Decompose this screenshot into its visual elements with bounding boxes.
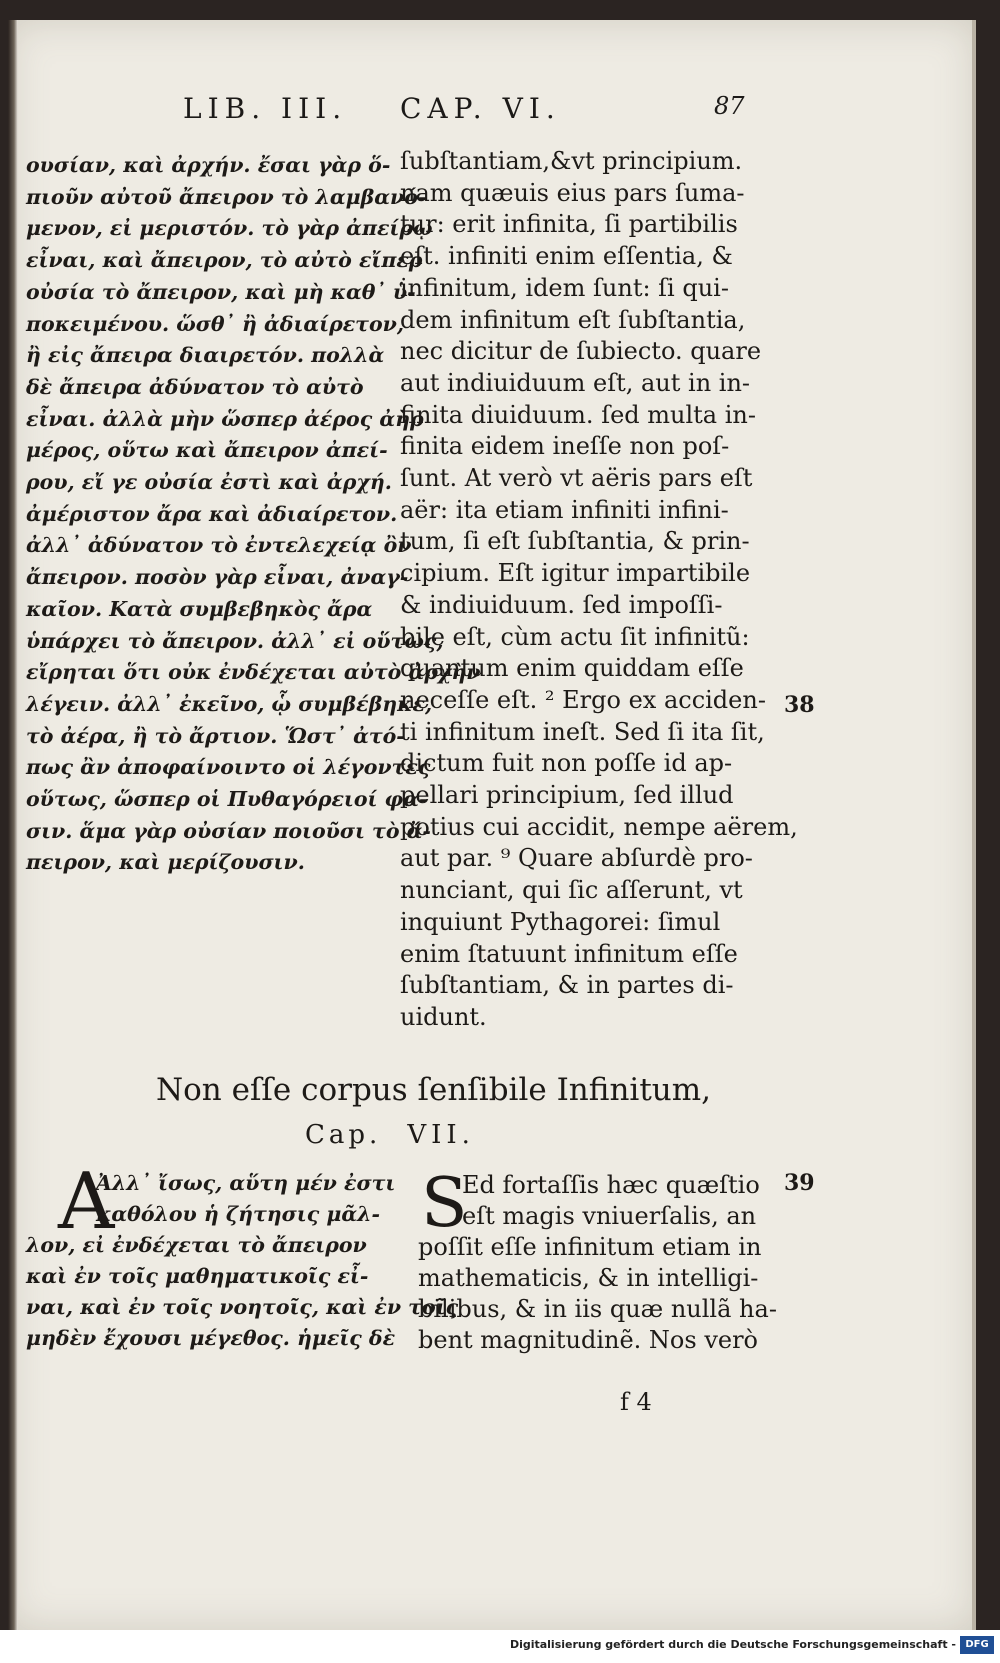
text-line: ὑπάρχει τὸ ἄπειρον. ἀλλ᾽ εἰ οὕτως, bbox=[26, 628, 444, 653]
text-line: eſt. infiniti enim eſſentia, & bbox=[400, 242, 733, 271]
text-line: ἀλλ᾽ ἀδύνατον τὸ ἐντελεχείᾳ ὂν bbox=[26, 533, 412, 558]
text-line: λέγειν. ἀλλ᾽ ἐκεῖνο, ᾧ συμβέβηκε, bbox=[26, 691, 433, 716]
text-line: ἢ εἰς ἄπειρα διαιρετόν. πολλὰ bbox=[26, 343, 385, 368]
text-line: finita eidem ineſſe non poſ- bbox=[400, 432, 730, 461]
header-book-label: LIB. III. bbox=[183, 92, 348, 125]
text-line: τὸ ἀέρα, ἢ τὸ ἄρτιον. Ὥστ᾽ ἀτό- bbox=[26, 723, 405, 748]
running-header bbox=[8, 92, 976, 132]
margin-note-number: 38 bbox=[784, 692, 815, 718]
text-line: enim ſtatuunt infinitum eſſe bbox=[400, 939, 738, 968]
latin-drop-cap: S bbox=[421, 1164, 468, 1243]
text-line: neceſſe eſt. ² Ergo ex acciden- bbox=[400, 685, 766, 714]
text-line: εἶναι. ἀλλὰ μὴν ὥσπερ ἀέρος ἀὴρ bbox=[26, 406, 424, 431]
signature-mark: f 4 bbox=[620, 1388, 652, 1416]
book-page bbox=[8, 20, 976, 1630]
text-line: ποκειμένου. ὥσθ᾽ ἢ ἀδιαίρετον, bbox=[26, 311, 405, 336]
text-line: eſt magis vniuerſalis, an bbox=[462, 1202, 757, 1230]
text-line: nunciant, qui ſic aſſerunt, vt bbox=[400, 876, 743, 905]
text-line: tur: erit infinita, ſi partibilis bbox=[400, 210, 738, 239]
text-line: καὶ ἐν τοῖς μαθηματικοῖς εἶ- bbox=[26, 1264, 369, 1288]
text-line: ſunt. At verò vt aëris pars eſt bbox=[400, 464, 753, 493]
text-line: uidunt. bbox=[400, 1002, 487, 1031]
text-line: tum, ſi eſt ſubſtantia, & prin- bbox=[400, 527, 750, 556]
text-line: dictum fuit non poſſe id ap- bbox=[400, 749, 733, 778]
text-line: οὐσία τὸ ἄπειρον, καὶ μὴ καθ᾽ ὑ- bbox=[26, 279, 416, 304]
chapter-title: Non eſſe corpus ſenſibile Infinitum, bbox=[156, 1072, 712, 1108]
text-line: bent magnitudinẽ. Nos verò bbox=[418, 1326, 758, 1354]
page-number: 87 bbox=[714, 92, 745, 120]
text-line: καῖον. Κατὰ συμβεβηκὸς ἄρα bbox=[26, 596, 373, 621]
page-edge bbox=[972, 20, 976, 1630]
text-line: ουσίαν, καὶ ἀρχήν. ἔσαι γὰρ ὅ- bbox=[26, 153, 391, 177]
text-line: μέρος, οὕτω καὶ ἄπειρον ἀπεί- bbox=[26, 438, 388, 463]
text-line: finita diuiduum. ſed multa in- bbox=[400, 400, 756, 429]
text-line: λον, εἰ ἐνδέχεται τὸ ἄπειρον bbox=[26, 1233, 367, 1257]
dfg-logo: DFG bbox=[960, 1636, 994, 1654]
text-line: δὲ ἄπειρα ἀδύνατον τὸ αὐτὸ bbox=[26, 374, 364, 399]
chapter-cap-number: VII. bbox=[407, 1120, 475, 1150]
text-line: aër: ita etiam infiniti infini- bbox=[400, 495, 729, 524]
text-line: πιοῦν αὐτοῦ ἄπειρον τὸ λαμβανό- bbox=[26, 184, 427, 209]
text-line: μενον, εἰ μεριστόν. τὸ γὰρ ἀπείρῳ bbox=[26, 216, 433, 241]
text-line: infinitum, idem ſunt: ſi qui- bbox=[400, 273, 729, 302]
latin-column-bottom bbox=[418, 1164, 788, 1356]
text-line: mathematicis, & in intelligi- bbox=[418, 1264, 759, 1292]
chapter-number-line bbox=[305, 1120, 475, 1150]
header-chapter-label: CAP. VI. bbox=[400, 92, 561, 125]
text-line: & indiuiduum. ſed impoſſi- bbox=[400, 590, 723, 619]
text-line: pellari principium, ſed illud bbox=[400, 781, 734, 810]
text-line: aut par. ⁹ Quare abſurdè pro- bbox=[400, 844, 753, 873]
text-line: cipium. Eſt igitur impartibile bbox=[400, 559, 751, 588]
text-line: εἶναι, καὶ ἄπειρον, τὸ αὐτὸ εἴπερ bbox=[26, 248, 423, 273]
text-line: πως ἂν ἀποφαίνοιντο οἱ λέγοντες bbox=[26, 755, 431, 780]
text-line: quantum enim quiddam eſſe bbox=[400, 654, 744, 683]
text-line: ναι, καὶ ἐν τοῖς νοητοῖς, καὶ ἐν τοῖς bbox=[26, 1295, 459, 1319]
text-line: nec dicitur de ſubiecto. quare bbox=[400, 337, 762, 366]
text-line: εἴρηται ὅτι οὐκ ἐνδέχεται αὐτὸ ἀρχὴν bbox=[26, 660, 481, 685]
text-line: οὕτως, ὥσπερ οἱ Πυθαγόρειοί φα- bbox=[26, 787, 428, 812]
text-line: ἀμέριστον ἄρα καὶ ἀδιαίρετον. bbox=[26, 501, 398, 526]
text-line: πειρον, καὶ μερίζουσιν. bbox=[26, 850, 305, 875]
text-line: poſſit eſſe infinitum etiam in bbox=[418, 1233, 762, 1261]
footer-credit: Digitalisierung gefördert durch die Deutsche Forschungsgemeinschaft - bbox=[509, 1638, 956, 1651]
latin-column-top bbox=[400, 146, 798, 1034]
text-line: inquiunt Pythagorei: ſimul bbox=[400, 907, 721, 936]
text-line: ſubſtantiam,&vt principium. bbox=[400, 147, 743, 175]
text-line: bile eſt, cùm actu ſit infinitũ: bbox=[400, 622, 750, 651]
text-line: bilibus, & in iis quæ nullã ha- bbox=[418, 1295, 777, 1323]
greek-column-top bbox=[26, 150, 481, 879]
footer-bar bbox=[0, 1630, 1000, 1663]
text-line: ſubſtantiam, & in partes di- bbox=[400, 971, 734, 1000]
greek-drop-cap: A bbox=[58, 1157, 115, 1247]
text-line: potius cui accidit, nempe aërem, bbox=[400, 812, 798, 841]
chapter-cap-label: Cap. bbox=[305, 1120, 382, 1150]
text-line: ρου, εἴ γε οὐσία ἐστὶ καὶ ἀρχή. bbox=[26, 470, 392, 495]
text-line: καθόλου ἡ ζήτησις μᾶλ- bbox=[96, 1202, 380, 1226]
greek-column-bottom bbox=[26, 1168, 459, 1354]
text-line: σιν. ἅμα γὰρ οὐσίαν ποιοῦσι τὸ ἄ- bbox=[26, 818, 431, 843]
text-line: aut indiuiduum eſt, aut in in- bbox=[400, 368, 751, 397]
text-line: ἄπειρον. ποσὸν γὰρ εἶναι, ἀναγ- bbox=[26, 565, 409, 590]
text-line: nam quæuis eius pars ſuma- bbox=[400, 178, 745, 207]
text-line: ti infinitum ineſt. Sed ſi ita ſit, bbox=[400, 717, 765, 746]
margin-note-number: 39 bbox=[784, 1170, 815, 1196]
text-line: μηδὲν ἔχουσι μέγεθος. ἡμεῖς δὲ bbox=[26, 1326, 396, 1350]
text-line: Ed fortaſſis hæc quæſtio bbox=[462, 1171, 760, 1199]
text-line: dem infinitum eſt ſubſtantia, bbox=[400, 305, 746, 334]
book-spine-shadow bbox=[8, 20, 18, 1630]
text-line: Ἀλλ᾽ ἴσως, αὕτη μέν ἐστι bbox=[96, 1171, 396, 1195]
